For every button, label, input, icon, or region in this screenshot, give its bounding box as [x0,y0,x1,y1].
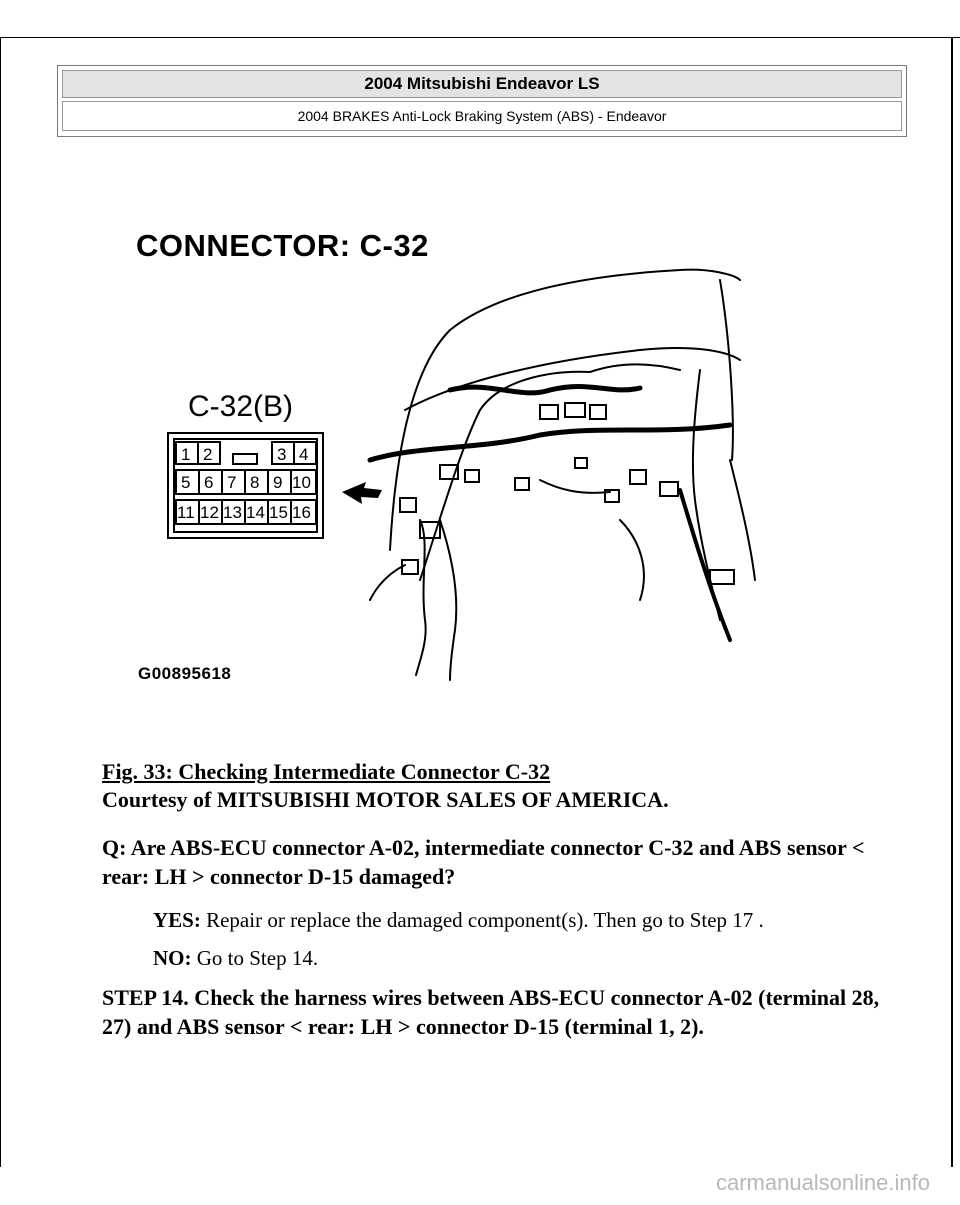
answer-no-label: NO: [153,946,192,970]
caption-credit: Courtesy of MITSUBISHI MOTOR SALES OF AMERICA. [102,787,669,812]
pin-label: 15 [269,503,288,522]
pin-label: 12 [200,503,219,522]
step-heading: STEP 14. Check the harness wires between ABS-ECU connector A-02 (terminal 28, 27) and ABS sensor < rear: LH > connector D-15 (terminal 1, 2). [102,985,880,1039]
header-subtitle: 2004 BRAKES Anti-Lock Braking System (ABS) - Endeavor [62,101,902,131]
page-frame-left [0,37,1,1167]
connector-drawing [120,220,760,690]
pin-label: 1 [181,445,191,464]
header-title: 2004 Mitsubishi Endeavor LS [62,70,902,98]
document-header [57,65,907,137]
watermark: carmanualsonline.info [715,1170,930,1195]
pin-label: 4 [299,445,309,464]
figure-code: G00895618 [138,664,232,683]
pin-label: 10 [292,473,311,492]
pin-label: 8 [250,473,260,492]
answer-yes-label: YES: [153,908,201,932]
pin-label: 3 [277,445,287,464]
pin-label: 5 [181,473,191,492]
connector-label: C-32(B) [188,390,294,423]
answer-yes [153,906,764,935]
arrow-icon [342,482,382,504]
dashboard-illustration [370,270,755,680]
pin-label: 7 [227,473,237,492]
pin-label: 2 [203,445,213,464]
connector-figure [120,220,760,690]
answer-yes-text: Repair or replace the damaged component(s). Then go to Step 17 . [200,908,764,932]
figure-title-text: CONNECTOR: C-32 [136,228,429,263]
pin-label: 13 [223,503,242,522]
pin-label: 11 [177,503,195,522]
pin-label: 6 [204,473,214,492]
answer-no [153,944,318,973]
pin-label: 9 [273,473,283,492]
page-frame-right [951,37,953,1167]
pin-label: 16 [292,503,311,522]
question-text: Q: Are ABS-ECU connector A-02, intermediate connector C-32 and ABS sensor < rear: LH > connector D-15 damaged? [102,835,865,889]
pin-label: 14 [246,503,265,522]
caption-title: Fig. 33: Checking Intermediate Connector C-32 [102,759,551,784]
answer-no-text: Go to Step 14. [191,946,319,970]
page-frame-top [0,37,960,38]
